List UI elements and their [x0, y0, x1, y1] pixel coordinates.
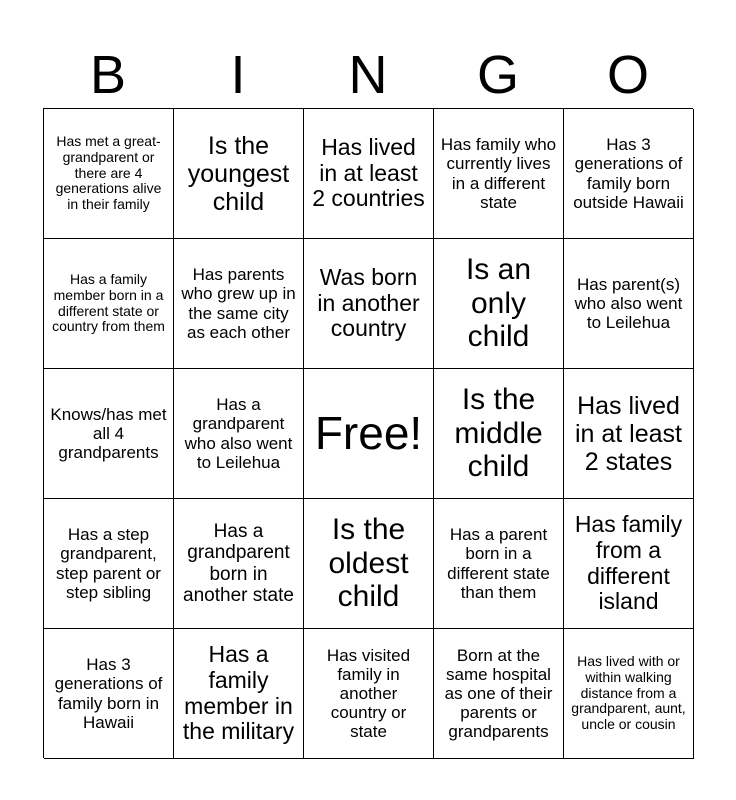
- free-text: Free!: [314, 406, 423, 459]
- bingo-cell-r1-c5[interactable]: [564, 109, 694, 239]
- cell-text: Has 3 generations of family born in Hawaii: [54, 655, 163, 732]
- cell-text: Has parent(s) who also went to Leilehua: [574, 274, 683, 333]
- bingo-cell-r2-c3[interactable]: [304, 239, 434, 369]
- bingo-cell-r4-c5[interactable]: [564, 499, 694, 629]
- cell-text: Has a step grandparent, step parent or step sibling: [56, 525, 161, 602]
- bingo-cell-r2-c5[interactable]: [564, 239, 694, 369]
- cell-text: Has a grandparent who also went to Leilehua: [184, 395, 293, 472]
- cell-text: Has lived with or within walking distance from a grandparent, aunt, uncle or cousin: [571, 653, 686, 732]
- bingo-cell-r4-c4[interactable]: [434, 499, 564, 629]
- cell-text: Knows/has met all 4 grandparents: [50, 404, 167, 463]
- cell-text: Has a family member born in a different state or country from them: [52, 271, 165, 335]
- bingo-cell-r5-c1[interactable]: [44, 629, 174, 759]
- header-letter-b: B: [89, 45, 127, 105]
- cell-text: Is the middle child: [454, 383, 543, 484]
- bingo-grid: [43, 108, 693, 758]
- cell-text: Born at the same hospital as one of their parents or grandparents: [444, 645, 553, 742]
- cell-text: Has met a great-grandparent or there are 4 generations alive in their family: [55, 133, 162, 212]
- bingo-cell-r2-c1[interactable]: [44, 239, 174, 369]
- cell-text: Is the oldest child: [328, 513, 409, 614]
- bingo-cell-r3-c1[interactable]: [44, 369, 174, 499]
- bingo-cell-r5-c3[interactable]: [304, 629, 434, 759]
- bingo-cell-r4-c1[interactable]: [44, 499, 174, 629]
- bingo-cell-r5-c4[interactable]: [434, 629, 564, 759]
- bingo-header: [43, 44, 693, 106]
- bingo-cell-r2-c4[interactable]: [434, 239, 564, 369]
- cell-text: Has parents who grew up in the same city as each other: [181, 265, 296, 342]
- cell-text: Has lived in at least 2 countries: [312, 133, 425, 212]
- cell-text: Has lived in at least 2 states: [574, 391, 682, 476]
- bingo-cell-r1-c2[interactable]: [174, 109, 304, 239]
- cell-text: Is an only child: [465, 253, 532, 354]
- bingo-cell-r3-c2[interactable]: [174, 369, 304, 499]
- bingo-cell-r5-c2[interactable]: [174, 629, 304, 759]
- bingo-cell-r4-c2[interactable]: [174, 499, 304, 629]
- cell-text: Was born in another country: [317, 263, 420, 342]
- bingo-cell-r5-c5[interactable]: [564, 629, 694, 759]
- cell-text: Has family from a different island: [574, 511, 683, 615]
- bingo-cell-r1-c1[interactable]: [44, 109, 174, 239]
- bingo-cell-r4-c3[interactable]: [304, 499, 434, 629]
- bingo-cell-r1-c3[interactable]: [304, 109, 434, 239]
- cell-text: Has a parent born in a different state than them: [447, 525, 550, 602]
- free-space[interactable]: [304, 369, 434, 499]
- cell-text: Has family who currently lives in a different state: [440, 135, 557, 212]
- cell-text: Is the youngest child: [187, 131, 290, 216]
- header-letter-o: O: [606, 45, 649, 105]
- header-letter-i: I: [230, 45, 246, 105]
- cell-text: Has 3 generations of family born outside Hawaii: [573, 135, 684, 212]
- cell-text: Has a grandparent born in another state: [183, 520, 294, 606]
- header-letter-n: N: [348, 45, 388, 105]
- header-letter-g: G: [476, 45, 519, 105]
- bingo-cell-r2-c2[interactable]: [174, 239, 304, 369]
- bingo-cell-r1-c4[interactable]: [434, 109, 564, 239]
- cell-text: Has a family member in the military: [182, 641, 295, 745]
- bingo-cell-r3-c4[interactable]: [434, 369, 564, 499]
- bingo-cell-r3-c5[interactable]: [564, 369, 694, 499]
- cell-text: Has visited family in another country or state: [326, 645, 411, 742]
